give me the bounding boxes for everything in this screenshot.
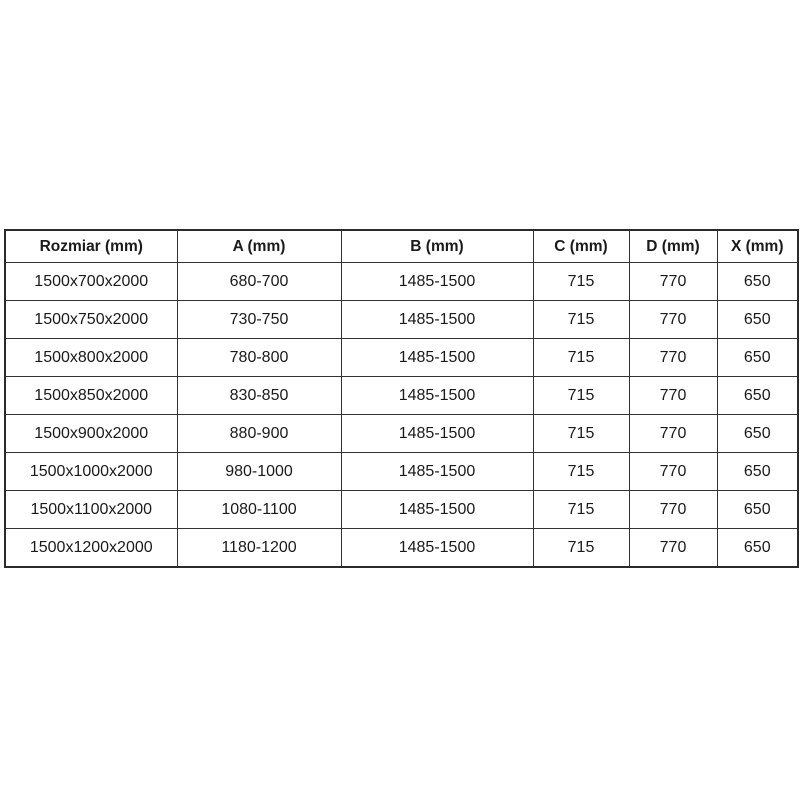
table-cell: 770 — [629, 339, 717, 377]
table-cell: 650 — [717, 339, 798, 377]
table-cell: 1485-1500 — [341, 415, 533, 453]
table-row — [5, 339, 798, 377]
table-cell: 1500x1000x2000 — [5, 453, 177, 491]
table-cell: 1500x800x2000 — [5, 339, 177, 377]
table-cell: 680-700 — [177, 263, 341, 301]
table-cell: 1500x750x2000 — [5, 301, 177, 339]
table-cell: 1485-1500 — [341, 529, 533, 568]
table-cell: 1485-1500 — [341, 491, 533, 529]
table-cell: 650 — [717, 491, 798, 529]
table-cell: 770 — [629, 415, 717, 453]
table-cell: 1500x700x2000 — [5, 263, 177, 301]
table-cell: 770 — [629, 263, 717, 301]
table-cell: 980-1000 — [177, 453, 341, 491]
table-cell: 1500x1100x2000 — [5, 491, 177, 529]
dimensions-table — [4, 229, 799, 568]
column-header: A (mm) — [177, 230, 341, 263]
table-cell: 830-850 — [177, 377, 341, 415]
table-cell: 715 — [533, 453, 629, 491]
column-header: C (mm) — [533, 230, 629, 263]
table-cell: 1485-1500 — [341, 301, 533, 339]
table-row — [5, 453, 798, 491]
table-body — [5, 263, 798, 568]
table-cell: 1500x850x2000 — [5, 377, 177, 415]
table-cell: 650 — [717, 377, 798, 415]
table-cell: 650 — [717, 263, 798, 301]
table-cell: 650 — [717, 415, 798, 453]
table-header — [5, 230, 798, 263]
table-row — [5, 491, 798, 529]
table-row — [5, 301, 798, 339]
table-cell: 1500x900x2000 — [5, 415, 177, 453]
table-cell: 715 — [533, 263, 629, 301]
table-cell: 1500x1200x2000 — [5, 529, 177, 568]
column-header: B (mm) — [341, 230, 533, 263]
table-cell: 730-750 — [177, 301, 341, 339]
table-cell: 650 — [717, 453, 798, 491]
table-row — [5, 415, 798, 453]
table-cell: 770 — [629, 377, 717, 415]
table-cell: 770 — [629, 529, 717, 568]
table-cell: 1485-1500 — [341, 453, 533, 491]
table-cell: 715 — [533, 415, 629, 453]
column-header: D (mm) — [629, 230, 717, 263]
table-cell: 650 — [717, 529, 798, 568]
table-row — [5, 529, 798, 568]
table-cell: 715 — [533, 339, 629, 377]
table-cell: 1485-1500 — [341, 263, 533, 301]
table-cell: 715 — [533, 491, 629, 529]
table-cell: 715 — [533, 529, 629, 568]
table-cell: 770 — [629, 301, 717, 339]
header-row — [5, 230, 798, 263]
table-cell: 770 — [629, 491, 717, 529]
table-cell: 770 — [629, 453, 717, 491]
table-cell: 715 — [533, 377, 629, 415]
table-cell: 650 — [717, 301, 798, 339]
table-cell: 880-900 — [177, 415, 341, 453]
table-cell: 780-800 — [177, 339, 341, 377]
table-row — [5, 263, 798, 301]
table-cell: 1080-1100 — [177, 491, 341, 529]
table-cell: 1180-1200 — [177, 529, 341, 568]
table-cell: 715 — [533, 301, 629, 339]
column-header: Rozmiar (mm) — [5, 230, 177, 263]
table-row — [5, 377, 798, 415]
column-header: X (mm) — [717, 230, 798, 263]
table-cell: 1485-1500 — [341, 377, 533, 415]
table-cell: 1485-1500 — [341, 339, 533, 377]
